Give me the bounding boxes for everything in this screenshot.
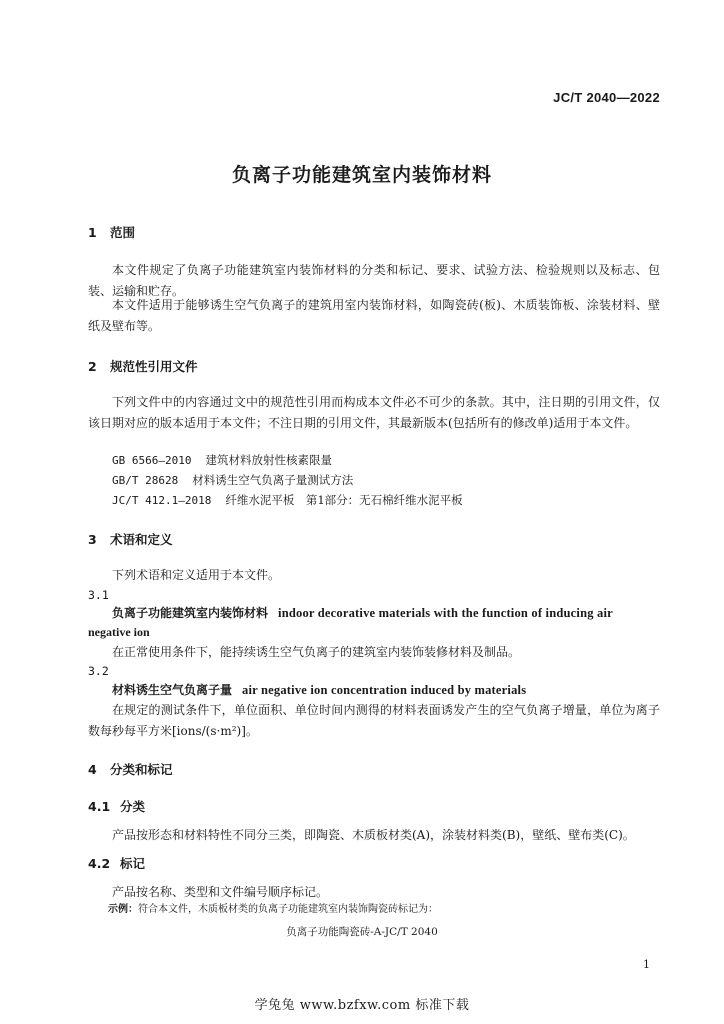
reference-item [112,491,463,510]
section-1-paragraph-1: 本文件规定了负离子功能建筑室内装饰材料的分类和标记、要求、试验方法、检验规则以及标志、包装、运输和贮存。 [88,263,660,298]
section-2-paragraph-1: 下列文件中的内容通过文中的规范性引用而构成本文件必不可少的条款。其中，注日期的引用文件，仅该日期对应的版本适用于本文件；不注日期的引用文件，其最新版本(包括所有的修改单)适用于本文件。 [88,395,660,430]
term-number: 3.1 [88,588,109,602]
section-title: 范围 [110,225,136,240]
standard-number: JC/T 2040—2022 [553,90,660,105]
reference-name: 纤维水泥平板 第1部分：无石棉纤维水泥平板 [225,493,463,507]
term-3-1 [112,603,660,624]
reference-code: JC/T 412.1—2018 [112,494,212,507]
section-number: 3 [88,532,97,547]
document-title: 负离子功能建筑室内装饰材料 [231,164,492,186]
section-number: 4.2 [88,856,111,871]
term-3-2 [112,680,660,701]
reference-code: GB 6566—2010 [112,454,192,467]
download-footer: 学兔兔 www.bzfxw.com 标准下载 [254,998,470,1013]
term-3-2-definition: 在规定的测试条件下，单位面积、单位时间内测得的材料表面诱发产生的空气负离子增量，单位为离子数每秒每平方米[ions/(s·m²)]。 [88,703,660,738]
section-3-paragraph-1: 下列术语和定义适用于本文件。 [112,568,281,582]
section-1-heading [88,223,135,241]
section-3-heading [88,530,173,548]
reference-name: 材料诱生空气负离子量测试方法 [192,473,354,487]
term-number: 3.2 [88,664,109,678]
section-title: 规范性引用文件 [110,359,198,374]
section-title: 分类 [120,799,146,814]
section-title: 标记 [120,856,146,871]
section-4-2-heading [88,854,145,872]
section-4-heading [88,760,173,778]
example-note [108,902,438,918]
reference-code: GB/T 28628 [112,474,179,487]
term-chinese: 材料诱生空气负离子量 [112,683,233,697]
section-number: 4.1 [88,799,111,814]
term-chinese: 负离子功能建筑室内装饰材料 [112,606,269,620]
section-number: 1 [88,225,97,240]
term-english: air negative ion concentration induced by materials [242,683,527,697]
example-text: 符合本文件，木质板材类的负离子功能建筑室内装饰陶瓷砖标记为： [138,904,438,915]
section-number: 2 [88,359,97,374]
reference-item [112,471,353,490]
section-title: 分类和标记 [110,762,173,777]
section-4-2-paragraph: 产品按名称、类型和文件编号顺序标记。 [112,885,329,899]
page-number: 1 [643,958,650,971]
example-label: 示例： [108,904,138,915]
reference-name: 建筑材料放射性核素限量 [205,453,332,467]
section-4-1-paragraph: 产品按形态和材料特性不同分三类，即陶瓷、木质板材类(A)，涂装材料类(B)，壁纸、壁布类(C)。 [112,828,635,842]
section-2-heading [88,357,198,375]
term-english: indoor decorative materials with the function of inducing air [278,606,613,620]
section-4-1-heading [88,797,145,815]
marking-example: 负离子功能陶瓷砖-A-JC/T 2040 [286,926,438,938]
term-3-1-definition: 在正常使用条件下，能持续诱生空气负离子的建筑室内装饰装修材料及制品。 [112,645,521,659]
term-english-continuation: negative ion [88,625,150,639]
section-number: 4 [88,762,97,777]
section-title: 术语和定义 [110,532,173,547]
reference-item [112,451,332,470]
section-1-paragraph-2: 本文件适用于能够诱生空气负离子的建筑用室内装饰材料，如陶瓷砖(板)、木质装饰板、涂装材料、壁纸及壁布等。 [88,298,660,333]
